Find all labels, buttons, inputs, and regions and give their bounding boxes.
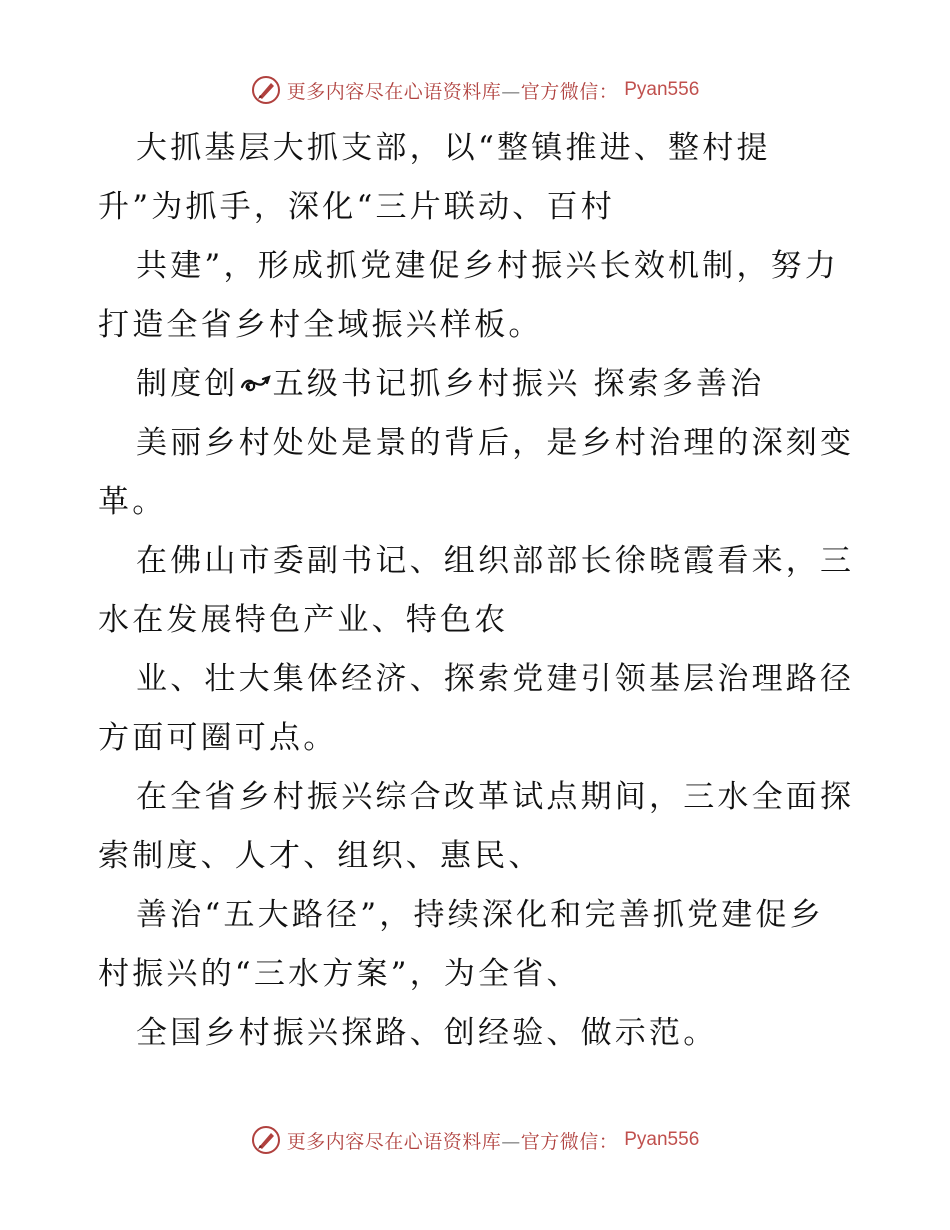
ornament-glyph-icon <box>239 371 273 397</box>
text-line: 村振兴的“三水方案”，为全省、 <box>98 956 581 992</box>
heading-text-start: 制度创 <box>136 366 239 402</box>
text-line: 业、壮大集体经济、探索党建引领基层治理路径 <box>136 661 855 697</box>
text-line: 打造全省乡村全域振兴样板。 <box>98 307 543 343</box>
text-line: 大抓基层大抓支部，以“整镇推进、整村提 <box>136 130 771 166</box>
pen-logo-icon <box>251 1125 281 1155</box>
text-line: 全国乡村振兴探路、创经验、做示范。 <box>136 1015 718 1051</box>
pen-logo-icon <box>251 75 281 105</box>
text-line: 革。 <box>98 484 167 520</box>
text-line: 在全省乡村振兴综合改革试点期间，三水全面探 <box>136 779 855 815</box>
watermark-wechat-id: Pyan556 <box>624 1129 700 1150</box>
watermark-text: 更多内容尽在心语资料库—官方微信： <box>286 1130 619 1153</box>
text-line: 美丽乡村处处是景的背后，是乡村治理的深刻变 <box>136 425 855 461</box>
text-line: 索制度、人才、组织、惠民、 <box>98 838 543 874</box>
text-line: 升”为抓手，深化“三片联动、百村 <box>98 189 615 225</box>
watermark-text: 更多内容尽在心语资料库—官方微信： <box>286 80 619 103</box>
text-line: 水在发展特色产业、特色农 <box>98 602 509 638</box>
text-line: 方面可圈可点。 <box>98 720 338 756</box>
text-line: 共建”，形成抓党建促乡村振兴长效机制，努力 <box>136 248 840 284</box>
header-watermark <box>0 70 950 110</box>
watermark-wechat-id: Pyan556 <box>624 79 700 100</box>
footer-watermark <box>0 1120 950 1160</box>
text-line: 在佛山市委副书记、组织部部长徐晓霞看来，三 <box>136 543 855 579</box>
text-line: 善治“五大路径”，持续深化和完善抓党建促乡 <box>136 897 824 933</box>
heading-text-end: 五级书记抓乡村振兴 探索多善治 <box>272 366 765 402</box>
section-heading <box>136 356 764 412</box>
